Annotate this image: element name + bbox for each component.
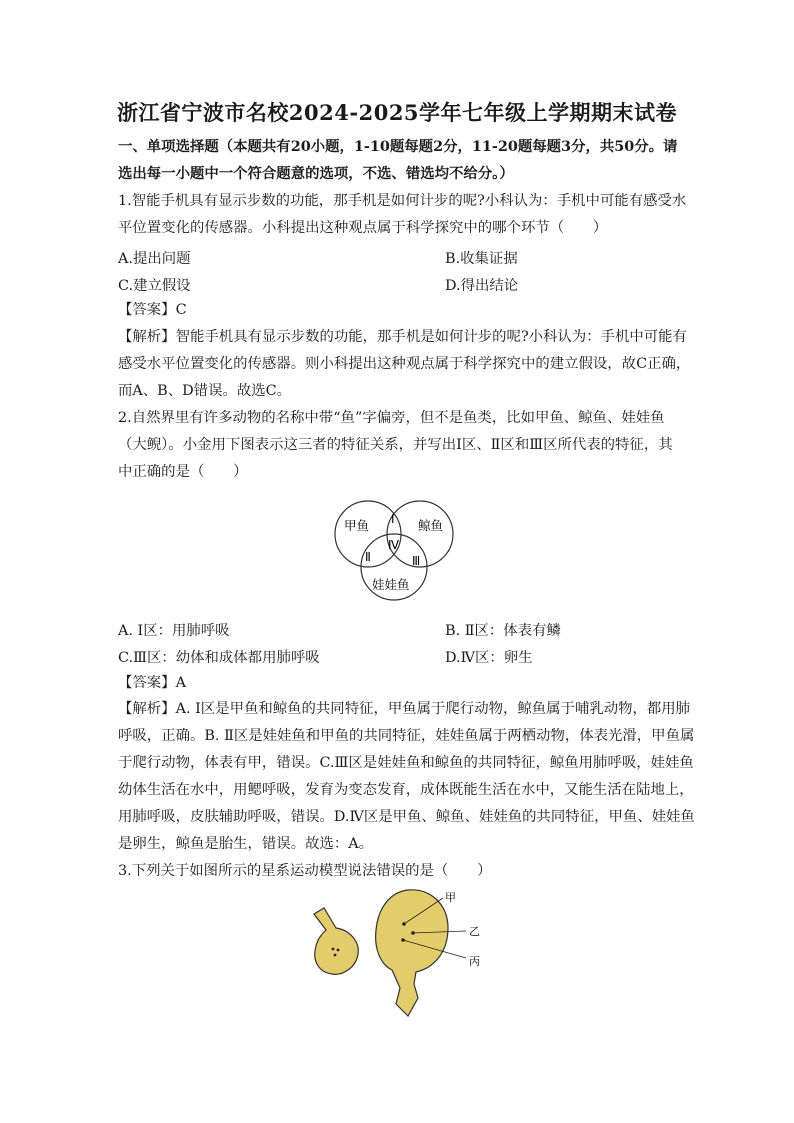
venn-region-3: Ⅲ	[412, 554, 421, 568]
q2-option-a: A. Ⅰ区：用肺呼吸	[118, 623, 230, 639]
section-heading-line1: 一、单项选择题（本题共有20小题，1-10题每题2分，11-20题每题3分，共50分。请	[118, 138, 678, 155]
label-jia: 甲	[445, 891, 456, 904]
small-galaxy-dot	[332, 948, 335, 951]
small-galaxy-model	[314, 908, 358, 974]
page-title: 浙江省宁波市名校2024-2025学年七年级上学期期末试卷	[116, 100, 678, 125]
venn-region-4: Ⅳ	[388, 538, 400, 552]
small-galaxy-dot	[337, 949, 340, 952]
q2-explanation-line1: 【解析】A. Ⅰ区是甲鱼和鲸鱼的共同特征，甲鱼属于爬行动物，鲸鱼属于哺乳动物，都用肺	[118, 701, 691, 717]
q1-option-c: C.建立假设	[118, 278, 191, 294]
q2-option-d: D.Ⅳ区：卵生	[445, 650, 533, 666]
q2-stem-line2: （大鲵）。小金用下图表示这三者的特征关系，并写出Ⅰ区、Ⅱ区和Ⅲ区所代表的特征，其	[118, 437, 673, 453]
venn-diagram	[330, 494, 460, 606]
q1-stem-line2: 平位置变化的传感器。小科提出这种观点属于科学探究中的哪个环节（ ）	[118, 220, 608, 236]
q3-stem: 3.下列关于如图所示的星系运动模型说法错误的是（ ）	[118, 863, 492, 879]
q2-option-c: C.Ⅲ区：幼体和成体都用肺呼吸	[118, 650, 320, 666]
large-galaxy-model	[376, 890, 448, 1016]
q1-explanation-line1: 【解析】智能手机具有显示步数的功能，那手机是如何计步的呢?小科认为：手机中可能有	[118, 329, 687, 345]
q2-option-b: B. Ⅱ区：体表有鳞	[445, 623, 561, 639]
small-galaxy-dot	[334, 954, 337, 957]
section-heading-line2: 选出每一小题中一个符合题意的选项，不选、错选均不给分。）	[118, 165, 514, 182]
q1-answer: 【答案】C	[118, 302, 187, 318]
q2-stem-line1: 2.自然界里有许多动物的名称中带“鱼”字偏旁，但不是鱼类，比如甲鱼、鲸鱼、娃娃鱼	[118, 410, 665, 426]
q2-explanation-line3: 于爬行动物，体表有甲，错误。C.Ⅲ区是娃娃鱼和鲸鱼的共同特征，鲸鱼用肺呼吸，娃娃鱼	[118, 755, 694, 771]
q1-option-d: D.得出结论	[445, 278, 519, 294]
q2-answer: 【答案】A	[118, 675, 186, 691]
q2-explanation-line6: 是卵生，鲸鱼是胎生，错误。故选：A。	[118, 836, 374, 852]
venn-label-jiayu: 甲鱼	[344, 518, 370, 533]
label-yi: 乙	[469, 925, 480, 938]
venn-region-1: Ⅰ	[391, 512, 395, 526]
label-bing: 丙	[469, 955, 480, 968]
q1-option-a: A.提出问题	[118, 251, 191, 267]
q1-stem-line1: 1.智能手机具有显示步数的功能，那手机是如何计步的呢?小科认为：手机中可能有感受水	[118, 193, 687, 209]
venn-label-wawayu: 娃娃鱼	[372, 577, 410, 592]
q2-stem-line3: 中正确的是（ ）	[118, 464, 248, 480]
q1-option-b: B.收集证据	[445, 251, 518, 267]
q1-explanation-line2: 感受水平位置变化的传感器。则小科提出这种观点属于科学探究中的建立假设，故C正确，	[118, 356, 691, 372]
venn-region-2: Ⅱ	[365, 550, 371, 564]
venn-label-jingyu: 鲸鱼	[418, 518, 444, 533]
q2-explanation-line5: 用肺呼吸，皮肤辅助呼吸，错误。D.Ⅳ区是甲鱼、鲸鱼、娃娃鱼的共同特征，甲鱼、娃娃鱼	[118, 809, 695, 825]
q2-explanation-line2: 呼吸，正确。B. Ⅱ区是娃娃鱼和甲鱼的共同特征，娃娃鱼属于两栖动物，体表光滑，甲鱼属	[118, 728, 695, 744]
q1-explanation-line3: 而A、B、D错误。故选C。	[118, 383, 292, 399]
galaxy-model-figure	[300, 888, 500, 1020]
q2-explanation-line4: 幼体生活在水中，用鳃呼吸，发育为变态发育，成体既能生活在水中，又能生活在陆地上，	[118, 782, 694, 798]
